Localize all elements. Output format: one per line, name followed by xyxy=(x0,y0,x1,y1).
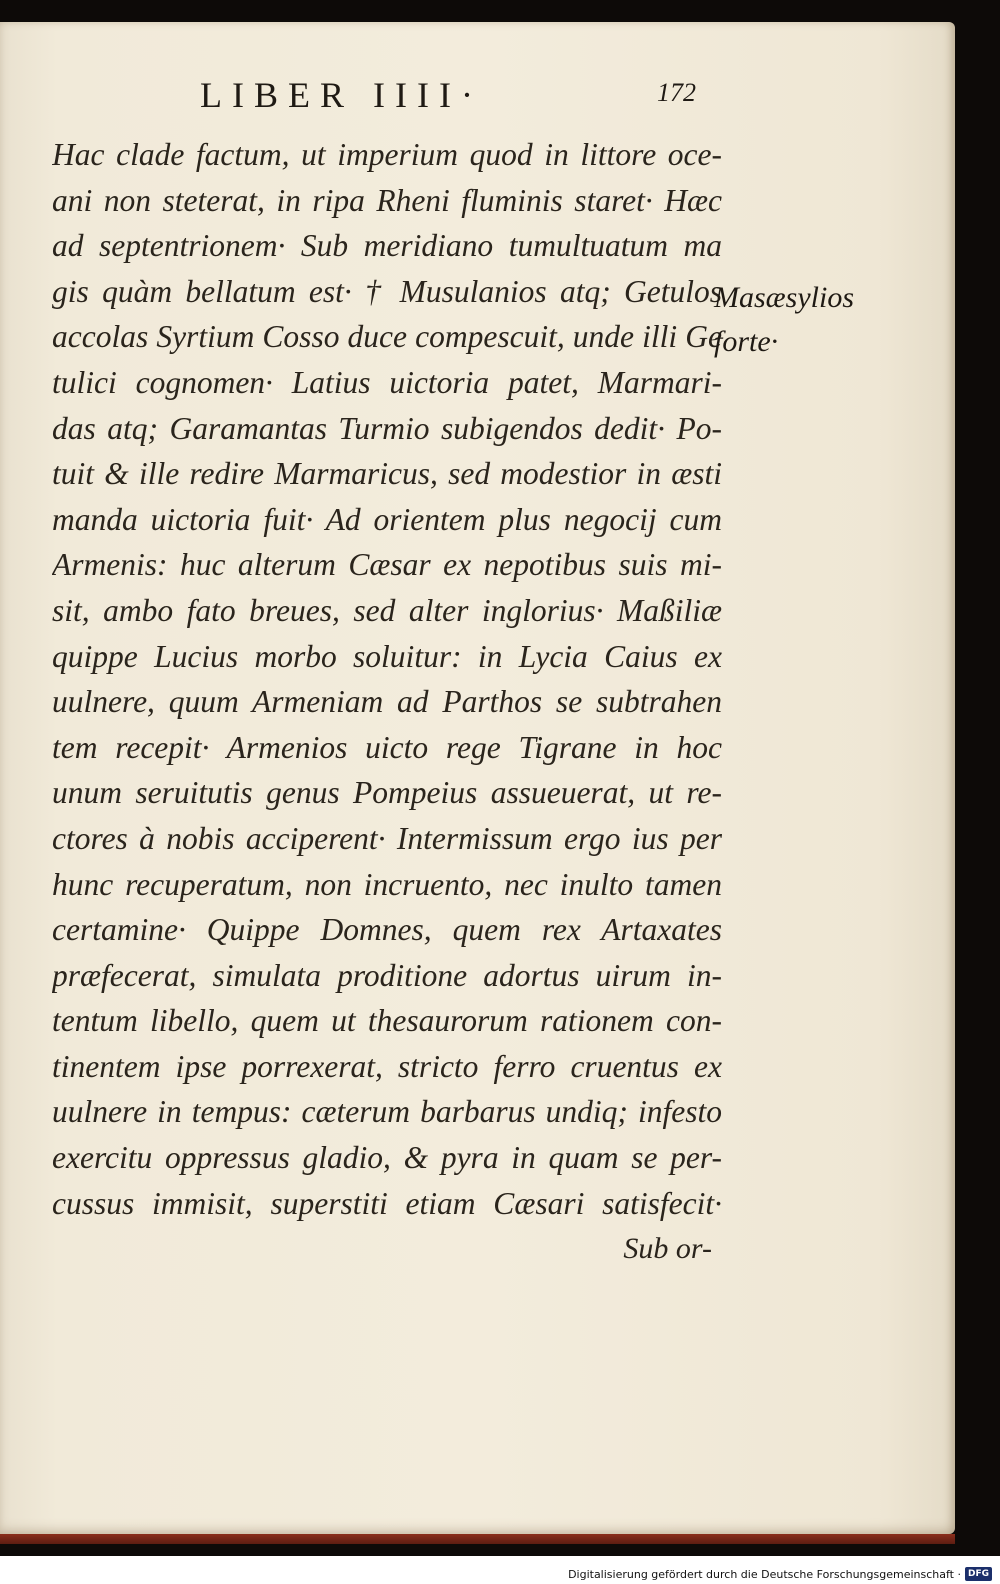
text-line: tuit & ille redire Marmaricus, sed modestior in æsti xyxy=(52,456,722,492)
text-line: uulnere, quum Armeniam ad Parthos se subtrahen xyxy=(52,684,722,720)
text-line: tentum libello, quem ut thesaurorum rationem con- xyxy=(52,1003,722,1039)
running-title: LIBER IIII· xyxy=(200,75,483,115)
text-line: tulici cognomen· Latius uictoria patet, Marmari- xyxy=(52,364,722,400)
digitization-credit xyxy=(568,1566,992,1582)
folio-number: 172 xyxy=(657,78,696,107)
text-line: sit, ambo fato breues, sed alter inglorius· Maßiliæ xyxy=(52,592,722,628)
page-header xyxy=(200,74,700,124)
text-line: ad septentrionem· Sub meridiano tumultuatum ma xyxy=(52,228,722,264)
text-line: accolas Syrtium Cosso duce compescuit, unde illi Ge xyxy=(52,319,722,355)
text-line: das atq; Garamantas Turmio subigendos dedit· Po- xyxy=(52,410,722,446)
text-line: ani non steterat, in ripa Rheni fluminis staret· Hæc xyxy=(52,182,722,218)
text-line: quippe Lucius morbo soluitur: in Lycia Caius ex xyxy=(52,638,722,674)
text-line: gis quàm bellatum est· † Musulanios atq; Getulos xyxy=(52,273,722,309)
text-line: tem recepit· Armenios uicto rege Tigrane in hoc xyxy=(52,729,722,765)
page-edge xyxy=(0,1534,955,1544)
catchword: Sub or- xyxy=(623,1232,712,1265)
marginal-note-line: Masæsylios xyxy=(714,281,855,314)
body-text xyxy=(52,132,722,1226)
marginal-note-line: forte· xyxy=(714,325,779,358)
text-line: Hac clade factum, ut imperium quod in littore oce- xyxy=(52,137,722,172)
text-line: ctores à nobis acciperent· Intermissum ergo ius per xyxy=(52,820,722,856)
text-line: præfecerat, simulata proditione adortus uirum in- xyxy=(52,957,722,993)
dfg-logo-icon: DFG xyxy=(965,1567,992,1581)
text-line: hunc recuperatum, non incruento, nec inulto tamen xyxy=(52,866,722,902)
text-line: exercitu oppressus gladio, & pyra in quam se per- xyxy=(52,1140,722,1176)
text-line: Armenis: huc alterum Cæsar ex nepotibus suis mi- xyxy=(52,547,722,583)
text-line: manda uictoria fuit· Ad orientem plus negocij cum xyxy=(52,501,722,537)
marginal-note xyxy=(714,276,864,364)
text-line: cussus immisit, superstiti etiam Cæsari satisfecit· xyxy=(52,1185,722,1221)
credit-text: Digitalisierung gefördert durch die Deutsche Forschungsgemeinschaft · xyxy=(568,1567,961,1581)
text-line: uulnere in tempus: cæterum barbarus undiq; infesto xyxy=(52,1094,722,1130)
text-line: certamine· Quippe Domnes, quem rex Artaxates xyxy=(52,912,722,948)
text-line: tinentem ipse porrexerat, stricto ferro cruentus ex xyxy=(52,1048,722,1084)
text-line: unum seruitutis genus Pompeius assueuerat, ut re- xyxy=(52,775,722,811)
